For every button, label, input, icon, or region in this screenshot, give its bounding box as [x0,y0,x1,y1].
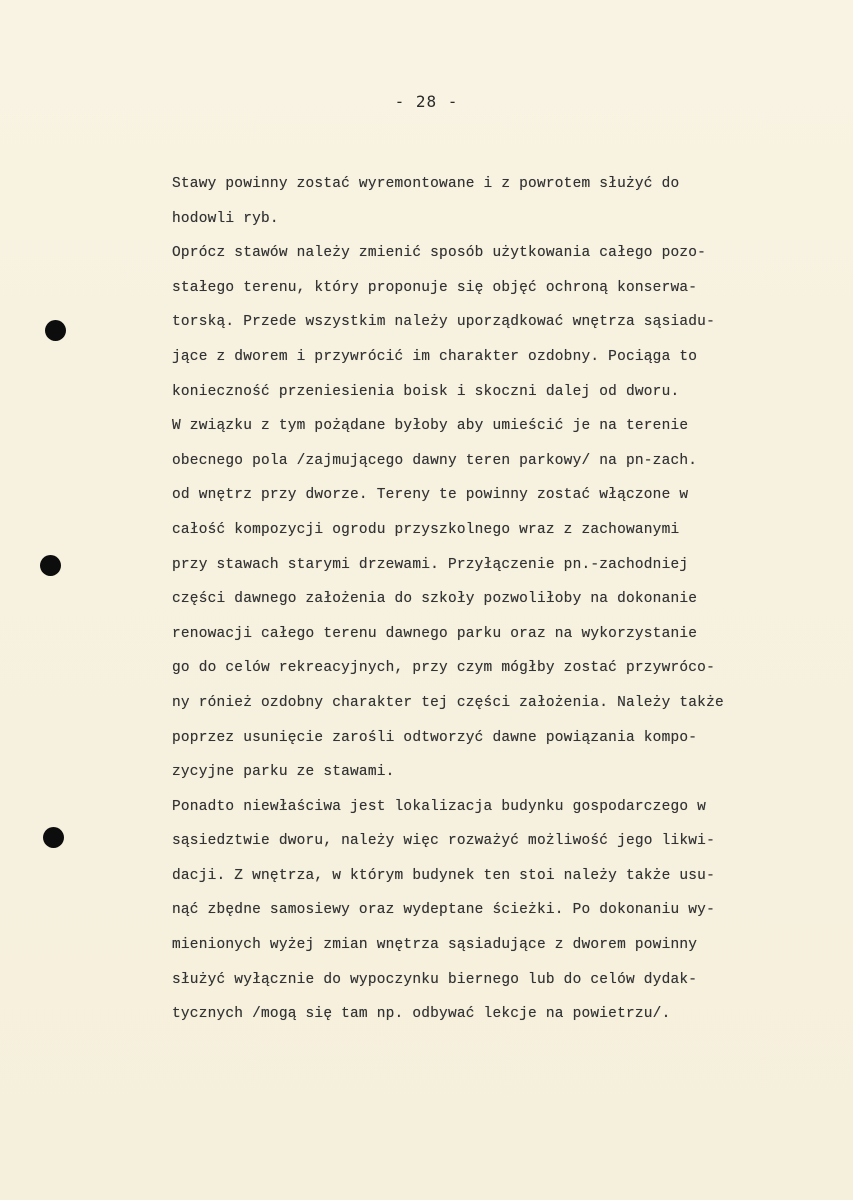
text-line: Stawy powinny zostać wyremontowane i z powrotem służyć do [172,176,680,192]
text-line: zycyjne parku ze stawami. [172,764,395,781]
text-line: renowacji całego terenu dawnego parku oraz na wykorzystanie [172,625,698,642]
text-line: od wnętrz przy dworze. Tereny te powinny zostać włączone w [172,487,689,504]
body-text [172,167,837,1032]
text-line: sąsiedztwie dworu, należy więc rozważyć możliwość jego likwi- [172,833,715,850]
text-line: jące z dworem i przywrócić im charakter ozdobny. Pociąga to [172,348,698,365]
text-line: torską. Przede wszystkim należy uporządkować wnętrza sąsiadu- [172,314,715,331]
text-line: Ponadto niewłaściwa jest lokalizacja budynku gospodarczego w [172,798,707,815]
page-number: - 28 - [394,92,459,111]
text-line: ny rónież ozdobny charakter tej części założenia. Należy także [172,694,724,711]
text-line: całość kompozycji ogrodu przyszkolnego wraz z zachowanymi [172,521,680,538]
text-line: służyć wyłącznie do wypoczynku biernego lub do celów dydak- [172,971,698,988]
text-line: konieczność przeniesienia boisk i skoczni dalej od dworu. [172,383,680,400]
text-line: przy stawach starymi drzewami. Przyłączenie pn.-zachodniej [172,556,689,573]
text-line: nąć zbędne samosiewy oraz wydeptane ścieżki. Po dokonaniu wy- [172,902,715,919]
text-line: Oprócz stawów należy zmienić sposób użytkowania całego pozo- [172,245,707,262]
text-line: poprzez usunięcie zarośli odtworzyć dawne powiązania kompo- [172,729,698,746]
text-line: W związku z tym pożądane byłoby aby umieścić je na terenie [172,418,689,435]
text-line: obecnego pola /zajmującego dawny teren parkowy/ na pn-zach. [172,452,698,469]
text-line: go do celów rekreacyjnych, przy czym mógłby zostać przywróco- [172,660,715,677]
text-line: stałego terenu, który proponuje się objęć ochroną konserwa- [172,279,698,296]
text-line: tycznych /mogą się tam np. odbywać lekcje na powietrzu/. [172,1006,671,1023]
binder-hole-top [45,320,66,341]
binder-hole-middle [40,555,61,576]
text-line: dacji. Z wnętrza, w którym budynek ten stoi należy także usu- [172,867,715,884]
text-line: mienionych wyżej zmian wnętrza sąsiadujące z dworem powinny [172,937,698,954]
binder-hole-bottom [43,827,64,848]
text-line: hodowli ryb. [172,210,279,227]
text-line: części dawnego założenia do szkoły pozwoliłoby na dokonanie [172,591,698,608]
